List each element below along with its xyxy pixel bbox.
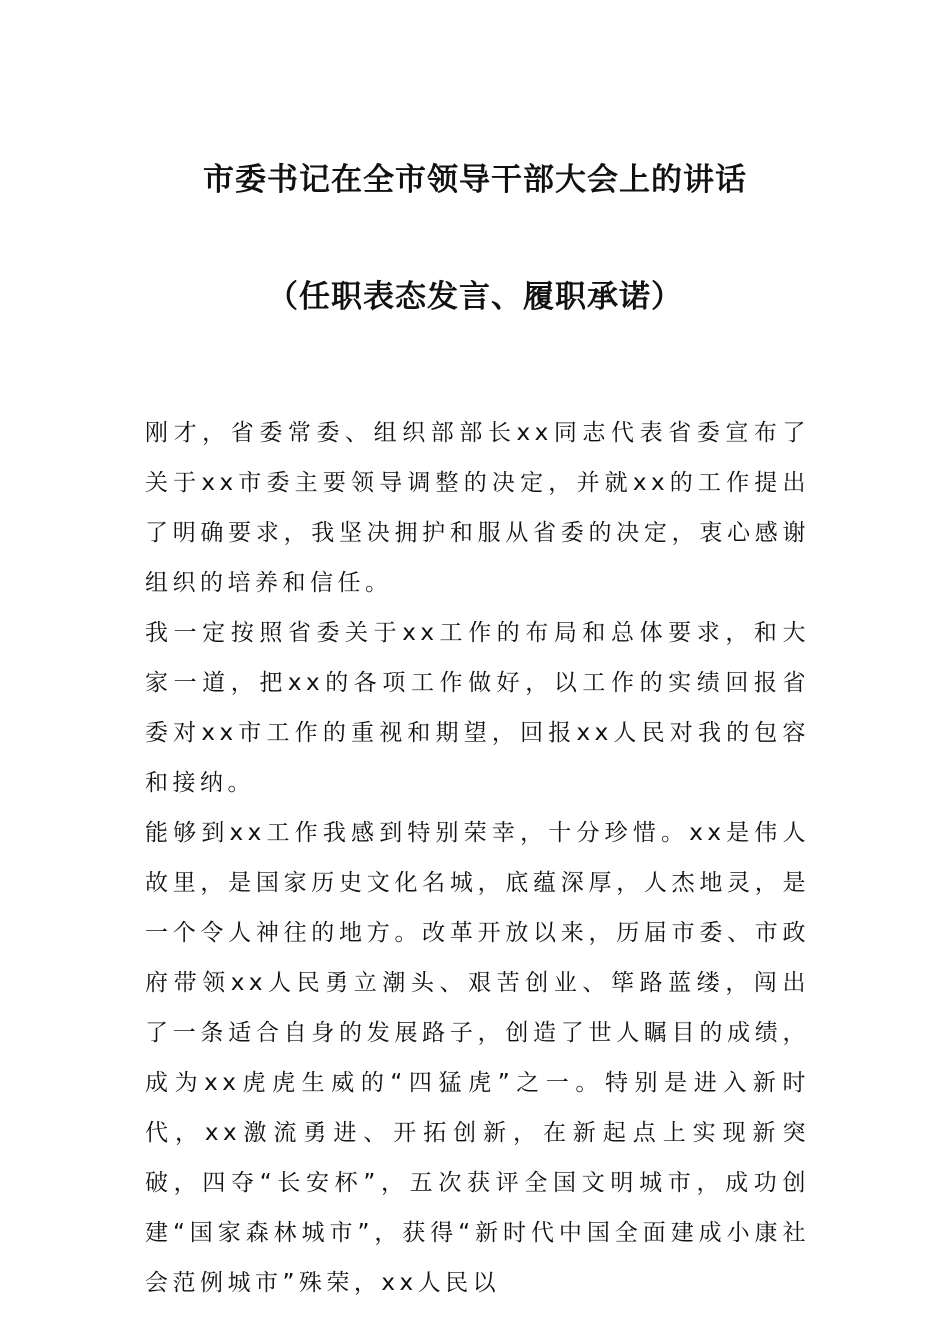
paragraph-3: 能够到xx工作我感到特别荣幸，十分珍惜。xx是伟人故里，是国家历史文化名城，底蕴深厚，人杰地灵，是一个令人神往的地方。改革开放以来，历届市委、市政府带领xx人民勇立潮头、艰苦创业、筚路蓝缕，闯出了一条适合自身的发展路子，创造了世人瞩目的成绩，成为xx虎虎生威的“四猛虎”之一。特别是进入新时代，xx激流勇进、开拓创新，在新起点上实现新突破，四夺“长安杯”，五次获评全国文明城市，成功创建“国家森林城市”，获得“新时代中国全面建成小康社会范例城市”殊荣，xx人民以 bbox=[145, 820, 810, 1296]
paragraph-2: 我一定按照省委关于xx工作的布局和总体要求，和大家一道，把xx的各项工作做好，以工作的实绩回报省委对xx市工作的重视和期望，回报xx人民对我的包容和接纳。 bbox=[145, 620, 810, 796]
paragraph-1: 刚才，省委常委、组织部部长xx同志代表省委宣布了关于xx市委主要领导调整的决定，并就xx的工作提出了明确要求，我坚决拥护和服从省委的决定，衷心感谢组织的培养和信任。 bbox=[145, 420, 810, 596]
document-subtitle: （任职表态发言、履职承诺） bbox=[267, 279, 683, 315]
document-body bbox=[145, 408, 810, 1308]
document-title: 市委书记在全市领导干部大会上的讲话 bbox=[203, 162, 747, 198]
